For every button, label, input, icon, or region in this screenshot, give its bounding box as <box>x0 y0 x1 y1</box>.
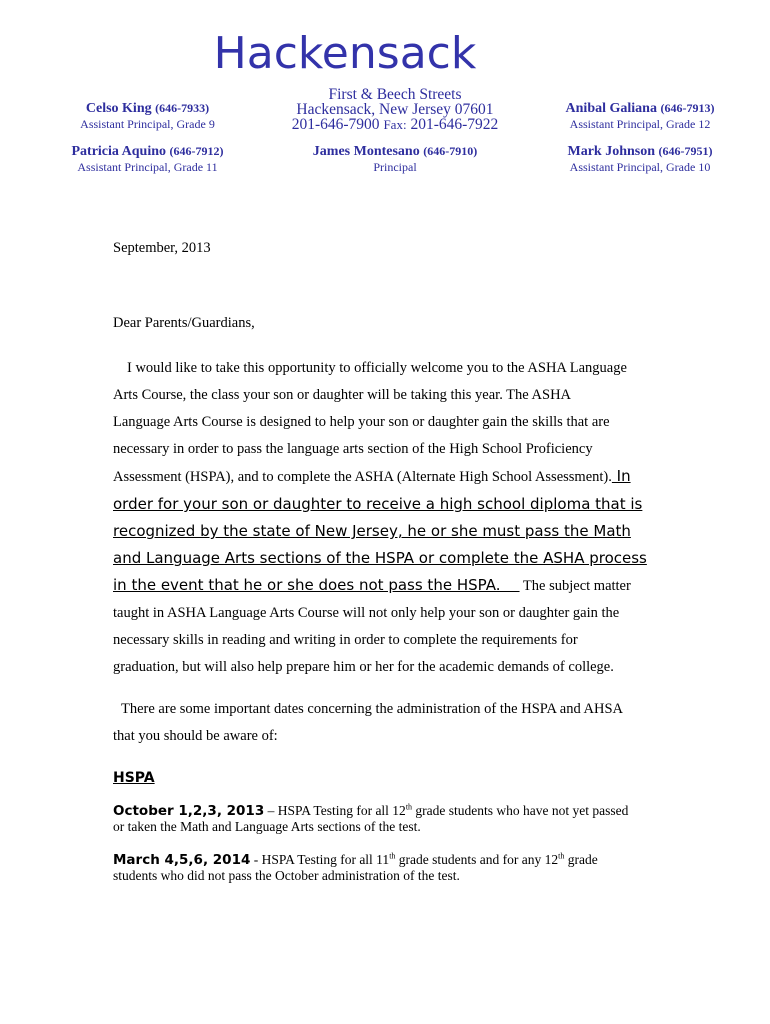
fax-label: Fax: <box>383 117 407 132</box>
phone-number: 201-646-7900 <box>291 116 380 133</box>
paragraph-dates-intro <box>113 696 693 750</box>
section-heading: HSPA <box>113 770 155 786</box>
admin-name: Anibal Galiana <box>565 101 657 116</box>
address-street: First & Beech Streets <box>328 86 462 103</box>
paragraph-line: I would like to take this opportunity to officially welcome you to the ASHA Language <box>127 360 627 376</box>
address-phones <box>265 117 525 132</box>
emphasis-line: order for your son or daughter to receive a high school diploma that is <box>113 495 643 513</box>
paragraph-line: Assessment (HSPA), and to complete the ASHA (Alternate High School Assessment). <box>113 469 612 485</box>
emphasis-line: recognized by the state of New Jersey, he or she must pass the Math <box>113 522 631 540</box>
emphasis-line: In <box>611 467 631 485</box>
admin-role: Assistant Principal, Grade 9 <box>80 117 215 131</box>
admin-role: Assistant Principal, Grade 12 <box>569 117 711 131</box>
date-range: March 4,5,6, 2014 <box>113 852 251 868</box>
date-desc: grade students and for any 12 <box>395 852 559 867</box>
paragraph-line: necessary skills in reading and writing in order to complete the requirements for <box>113 632 578 648</box>
date-desc-line2: or taken the Math and Language Arts sections of the test. <box>113 819 421 834</box>
emphasis-line: and Language Arts sections of the HSPA or complete the ASHA process <box>113 549 647 567</box>
admin-phone: (646-7912) <box>169 144 224 158</box>
admin-anibal-galiana <box>530 101 750 132</box>
admin-role: Assistant Principal, Grade 10 <box>569 160 711 174</box>
date-separator: – <box>264 803 278 818</box>
paragraph-line: There are some important dates concerning the administration of the HSPA and AHSA <box>121 701 624 717</box>
admin-phone: (646-7933) <box>155 101 210 115</box>
paragraph-line: The subject matter <box>522 578 631 594</box>
admin-phone: (646-7910) <box>423 144 478 158</box>
admin-james-montesano <box>290 144 500 175</box>
paragraph-line: Arts Course, the class your son or daughter will be taking this year. The ASHA <box>113 387 572 403</box>
date-range: October 1,2,3, 2013 <box>113 803 265 819</box>
paragraph-welcome <box>113 355 693 681</box>
admin-role: Principal <box>373 160 417 174</box>
ordinal-suffix: th <box>389 851 396 861</box>
letter-date: September, 2013 <box>113 240 211 256</box>
paragraph-line: necessary in order to pass the language arts section of the High School Proficiency <box>113 441 593 457</box>
paragraph-line: Language Arts Course is designed to help your son or daughter gain the skills that are <box>113 414 610 430</box>
admin-role: Assistant Principal, Grade 11 <box>77 160 218 174</box>
emphasis-line: in the event that he or she does not pass the HSPA. <box>113 576 520 594</box>
date-desc: grade students who have not yet passed <box>412 803 629 818</box>
admin-celso-king <box>40 101 255 132</box>
admin-mark-johnson <box>530 144 750 175</box>
fax-number: 201-646-7922 <box>410 116 499 133</box>
paragraph-line: graduation, but will also help prepare him or her for the academic demands of college. <box>113 659 614 675</box>
date-item-october <box>113 803 713 835</box>
school-name: Hackensack <box>213 28 477 79</box>
date-item-march <box>113 852 713 884</box>
paragraph-line: that you should be aware of: <box>113 728 278 744</box>
school-address <box>265 87 525 132</box>
admin-name: Celso King <box>85 101 152 116</box>
date-desc: grade <box>564 852 598 867</box>
admin-name: Patricia Aquino <box>71 144 166 159</box>
date-separator: - <box>250 852 262 867</box>
ordinal-suffix: th <box>558 851 565 861</box>
date-desc: HSPA Testing for all 12 <box>277 803 406 818</box>
admin-name: James Montesano <box>312 144 420 159</box>
admin-patricia-aquino <box>40 144 255 175</box>
admin-phone: (646-7913) <box>660 101 715 115</box>
ordinal-suffix: th <box>405 802 413 812</box>
salutation: Dear Parents/Guardians, <box>113 315 255 331</box>
admin-phone: (646-7951) <box>658 144 713 158</box>
address-city: Hackensack, New Jersey 07601 <box>296 101 494 118</box>
date-desc-line2: students who did not pass the October administration of the test. <box>113 868 460 883</box>
paragraph-line: taught in ASHA Language Arts Course will not only help your son or daughter gain the <box>113 605 620 621</box>
admin-name: Mark Johnson <box>567 144 656 159</box>
date-desc: HSPA Testing for all 11 <box>261 852 390 867</box>
